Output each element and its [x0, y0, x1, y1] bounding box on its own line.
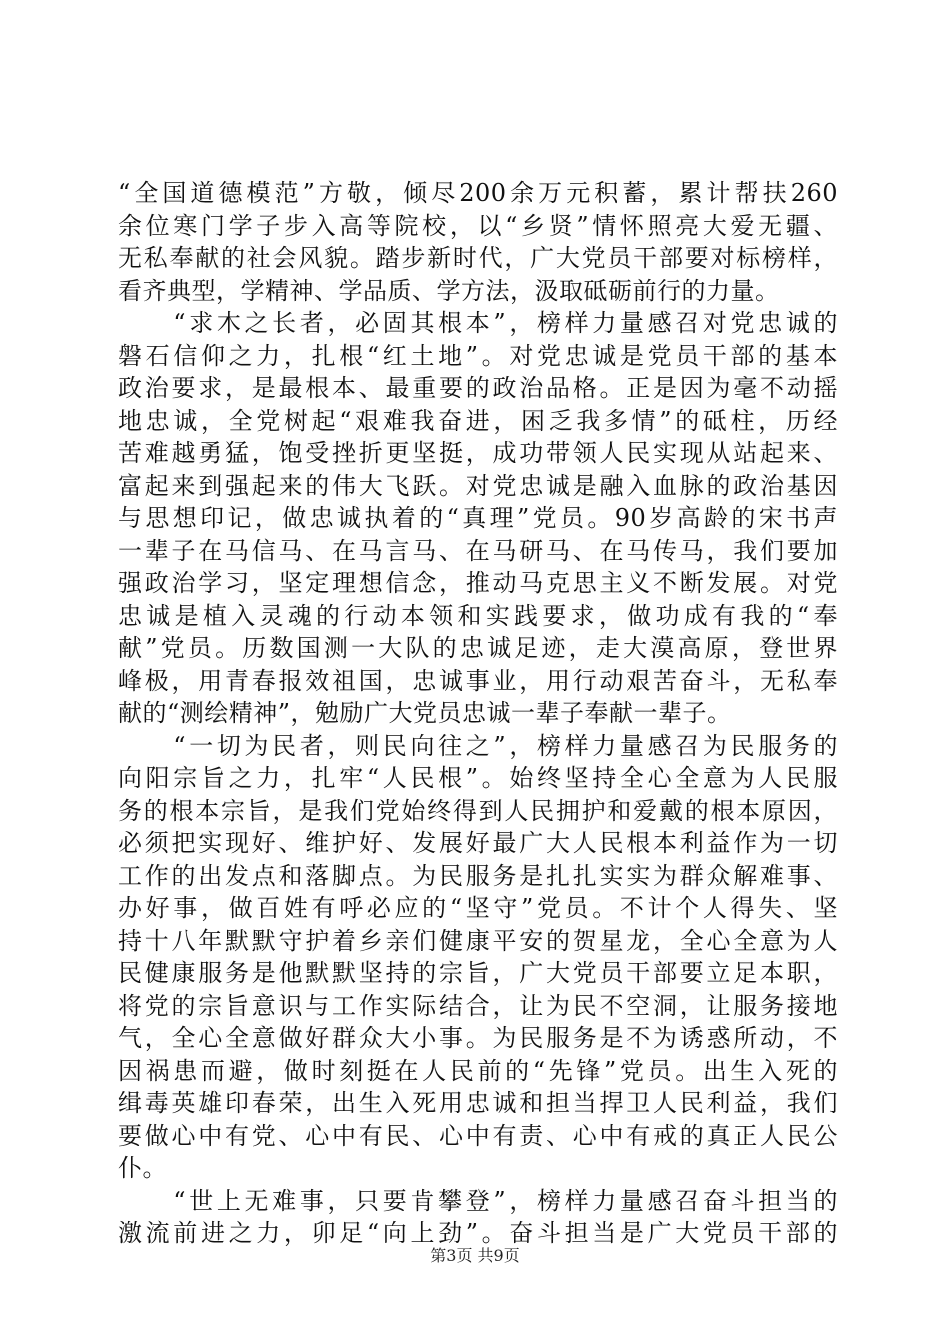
page-number-footer: 第3页 共9页	[430, 1246, 520, 1265]
text-line: 忠诚是植入灵魂的行动本领和实践要求，做功成有我的“奉	[118, 601, 838, 630]
text-line: 献的“测绘精神”，勉励广大党员忠诚一辈子奉献一辈子。	[118, 699, 732, 727]
text-line: 苦难越勇猛，饱受挫折更坚挺，成功带领人民实现从站起来、	[118, 439, 838, 467]
body-text	[118, 177, 838, 1250]
text-line: “求木之长者，必固其根本”，榜样力量感召对党忠诚的	[118, 309, 838, 337]
text-line: 强政治学习，坚定理想信念，推动马克思主义不断发展。对党	[118, 569, 838, 597]
text-line: 因祸患而避，做时刻挺在人民前的“先锋”党员。出生入死的	[118, 1056, 838, 1085]
text-line: 一辈子在马信马、在马言马、在马研马、在马传马，我们要加	[118, 536, 838, 565]
text-line: 政治要求，是最根本、最重要的政治品格。正是因为毫不动摇	[118, 374, 838, 402]
text-line: 工作的出发点和落脚点。为民服务是扎扎实实为群众解难事、	[118, 861, 838, 890]
text-line: 要做心中有党、心中有民、心中有责、心中有戒的真正人民公	[118, 1121, 838, 1150]
text-line: “世上无难事，只要肯攀登”，榜样力量感召奋斗担当的	[118, 1186, 838, 1215]
text-line: 激流前进之力，卯足“向上劲”。奋斗担当是广大党员干部的	[118, 1219, 838, 1247]
text-line: 向阳宗旨之力，扎牢“人民根”。始终坚持全心全意为人民服	[118, 764, 838, 792]
text-line: 余位寒门学子步入高等院校，以“乡贤”情怀照亮大爱无疆、	[118, 211, 838, 240]
text-line: 气，全心全意做好群众大小事。为民服务是不为诱惑所动，不	[118, 1024, 838, 1052]
text-line: 必须把实现好、维护好、发展好最广大人民根本利益作为一切	[118, 829, 838, 857]
text-line: 富起来到强起来的伟大飞跃。对党忠诚是融入血脉的政治基因	[118, 471, 838, 500]
text-line: 办好事，做百姓有呼必应的“坚守”党员。不计个人得失、坚	[118, 894, 838, 922]
text-line: 看齐典型，学精神、学品质、学方法，汲取砥砺前行的力量。	[118, 276, 780, 305]
text-line: 持十八年默默守护着乡亲们健康平安的贺星龙，全心全意为人	[118, 926, 838, 955]
text-line: 峰极，用青春报效祖国，忠诚事业，用行动艰苦奋斗，无私奉	[118, 666, 838, 695]
text-line: 务的根本宗旨，是我们党始终得到人民拥护和爱戴的根本原因，	[118, 796, 838, 825]
text-line: “一切为民者，则民向往之”，榜样力量感召为民服务的	[118, 731, 838, 760]
text-line: 无私奉献的社会风貌。踏步新时代，广大党员干部要对标榜样，	[118, 244, 838, 272]
text-line: 民健康服务是他默默坚持的宗旨，广大党员干部要立足本职，	[118, 959, 838, 987]
text-line: 地忠诚，全党树起“艰难我奋进，困乏我多情”的砥柱，历经	[118, 406, 838, 435]
text-line: 仆。	[118, 1154, 167, 1182]
text-line: 与思想印记，做忠诚执着的“真理”党员。90岁高龄的宋书声	[118, 504, 838, 532]
text-line: 将党的宗旨意识与工作实际结合，让为民不空洞，让服务接地	[118, 991, 838, 1020]
text-line: “全国道德模范”方敬，倾尽200余万元积蓄，累计帮扶260	[118, 179, 838, 207]
text-line: 献”党员。历数国测一大队的忠诚足迹，走大漠高原，登世界	[118, 634, 838, 662]
text-line: 磐石信仰之力，扎根“红土地”。对党忠诚是党员干部的基本	[118, 341, 838, 370]
text-line: 缉毒英雄印春荣，出生入死用忠诚和担当捍卫人民利益，我们	[118, 1089, 838, 1117]
